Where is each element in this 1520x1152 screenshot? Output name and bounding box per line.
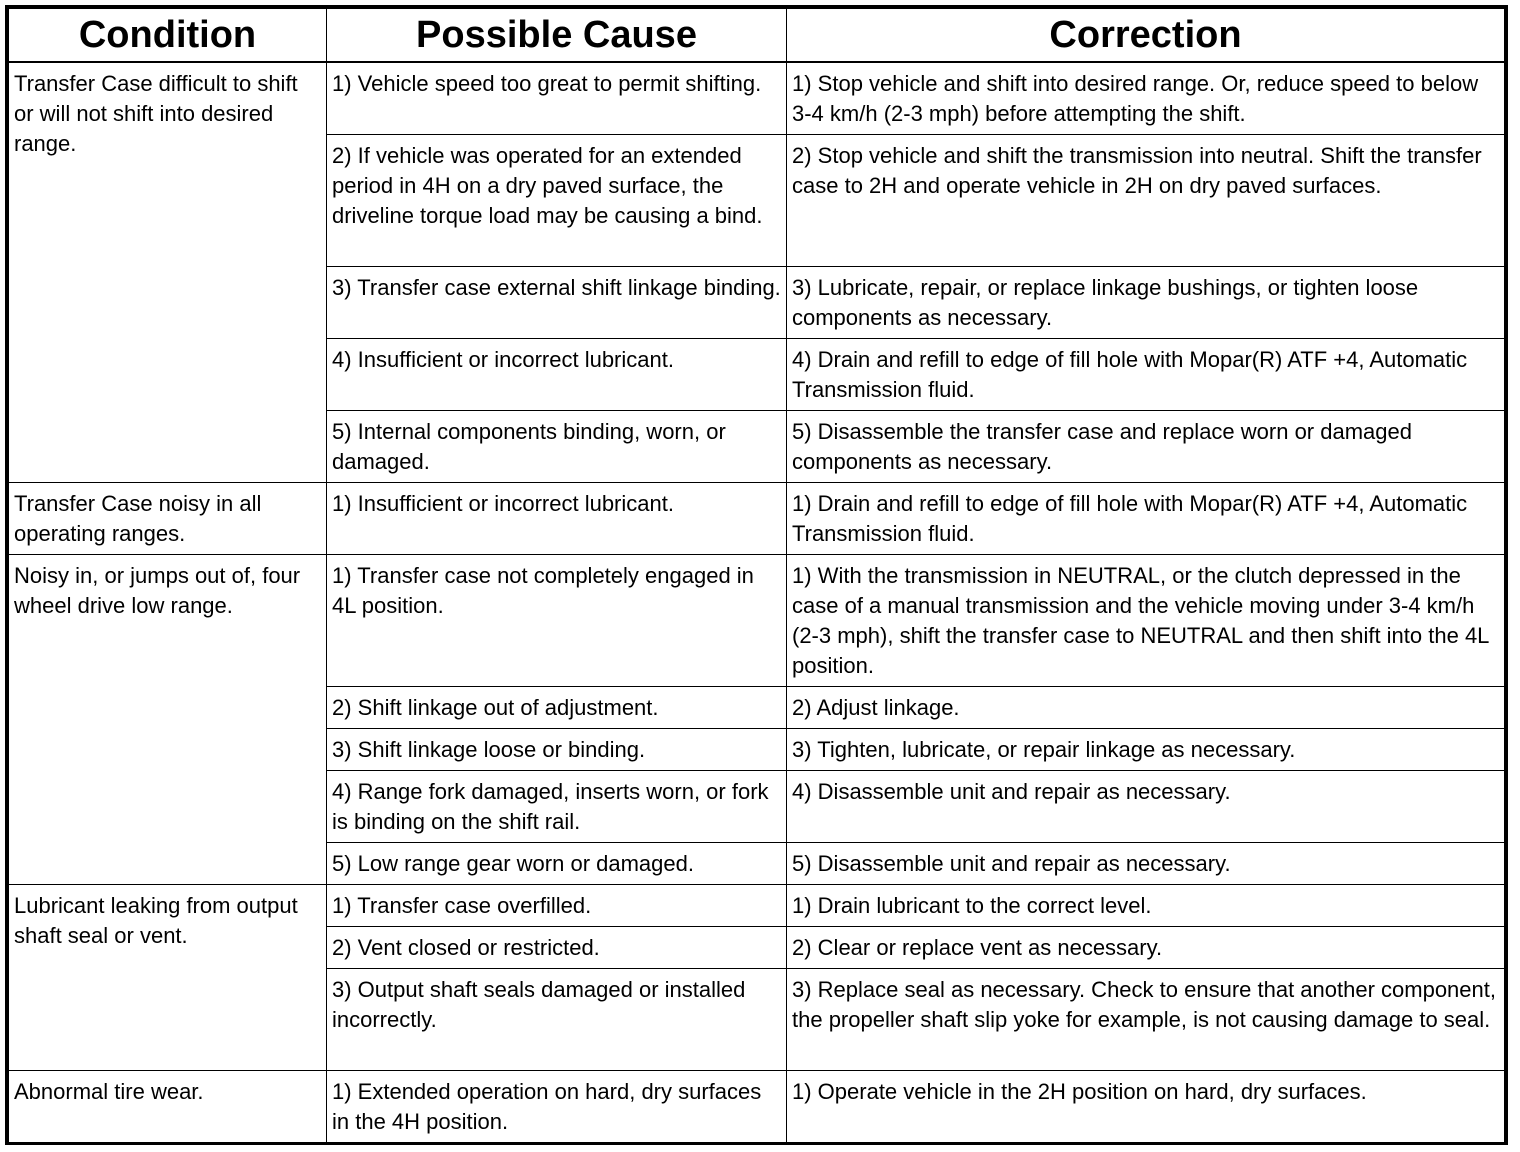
correction-cell: 3) Lubricate, repair, or replace linkage bushings, or tighten loose components as necessary.: [787, 267, 1505, 339]
condition-cell: Lubricant leaking from output shaft seal or vent.: [9, 885, 327, 1071]
condition-cell: Transfer Case difficult to shift or will not shift into desired range.: [9, 62, 327, 483]
condition-cell: Abnormal tire wear.: [9, 1071, 327, 1143]
correction-cell: 1) Drain lubricant to the correct level.: [787, 885, 1505, 927]
correction-cell: 1) With the transmission in NEUTRAL, or the clutch depressed in the case of a manual transmission and the vehicle moving under 3-4 km/h (2-3 mph), shift the transfer case to NEUTRAL and then shift into the 4L position.: [787, 555, 1505, 687]
header-possible-cause: Possible Cause: [327, 9, 787, 63]
cause-cell: 1) Transfer case not completely engaged in 4L position.: [327, 555, 787, 687]
table-row: [9, 1071, 1505, 1143]
cause-cell: 4) Insufficient or incorrect lubricant.: [327, 339, 787, 411]
cause-cell: 2) Shift linkage out of adjustment.: [327, 687, 787, 729]
table-row: [9, 555, 1505, 687]
table-row: [9, 62, 1505, 135]
cause-cell: 3) Output shaft seals damaged or installed incorrectly.: [327, 969, 787, 1071]
correction-cell: 1) Operate vehicle in the 2H position on hard, dry surfaces.: [787, 1071, 1505, 1143]
condition-cell: Transfer Case noisy in all operating ranges.: [9, 483, 327, 555]
cause-cell: 1) Insufficient or incorrect lubricant.: [327, 483, 787, 555]
correction-cell: 2) Clear or replace vent as necessary.: [787, 927, 1505, 969]
table-row: [9, 483, 1505, 555]
cause-cell: 5) Low range gear worn or damaged.: [327, 843, 787, 885]
cause-cell: 2) Vent closed or restricted.: [327, 927, 787, 969]
cause-cell: 3) Transfer case external shift linkage binding.: [327, 267, 787, 339]
correction-cell: 1) Drain and refill to edge of fill hole with Mopar(R) ATF +4, Automatic Transmission fluid.: [787, 483, 1505, 555]
correction-cell: 4) Disassemble unit and repair as necessary.: [787, 771, 1505, 843]
header-condition: Condition: [9, 9, 327, 63]
cause-cell: 2) If vehicle was operated for an extended period in 4H on a dry paved surface, the driveline torque load may be causing a bind.: [327, 135, 787, 267]
cause-cell: 1) Extended operation on hard, dry surfaces in the 4H position.: [327, 1071, 787, 1143]
diagnosis-table-container: [5, 5, 1508, 1145]
cause-cell: 1) Vehicle speed too great to permit shifting.: [327, 62, 787, 135]
cause-cell: 3) Shift linkage loose or binding.: [327, 729, 787, 771]
header-correction: Correction: [787, 9, 1505, 63]
header-row: [9, 9, 1505, 63]
correction-cell: 4) Drain and refill to edge of fill hole with Mopar(R) ATF +4, Automatic Transmission fluid.: [787, 339, 1505, 411]
cause-cell: 1) Transfer case overfilled.: [327, 885, 787, 927]
diagnosis-table: [8, 8, 1505, 1143]
correction-cell: 1) Stop vehicle and shift into desired range. Or, reduce speed to below 3-4 km/h (2-3 mph) before attempting the shift.: [787, 62, 1505, 135]
condition-cell: Noisy in, or jumps out of, four wheel drive low range.: [9, 555, 327, 885]
correction-cell: 5) Disassemble the transfer case and replace worn or damaged components as necessary.: [787, 411, 1505, 483]
correction-cell: 3) Tighten, lubricate, or repair linkage as necessary.: [787, 729, 1505, 771]
table-row: [9, 885, 1505, 927]
correction-cell: 2) Adjust linkage.: [787, 687, 1505, 729]
correction-cell: 5) Disassemble unit and repair as necessary.: [787, 843, 1505, 885]
cause-cell: 4) Range fork damaged, inserts worn, or fork is binding on the shift rail.: [327, 771, 787, 843]
cause-cell: 5) Internal components binding, worn, or damaged.: [327, 411, 787, 483]
correction-cell: 2) Stop vehicle and shift the transmission into neutral. Shift the transfer case to 2H and operate vehicle in 2H on dry paved surfaces.: [787, 135, 1505, 267]
correction-cell: 3) Replace seal as necessary. Check to ensure that another component, the propeller shaft slip yoke for example, is not causing damage to seal.: [787, 969, 1505, 1071]
